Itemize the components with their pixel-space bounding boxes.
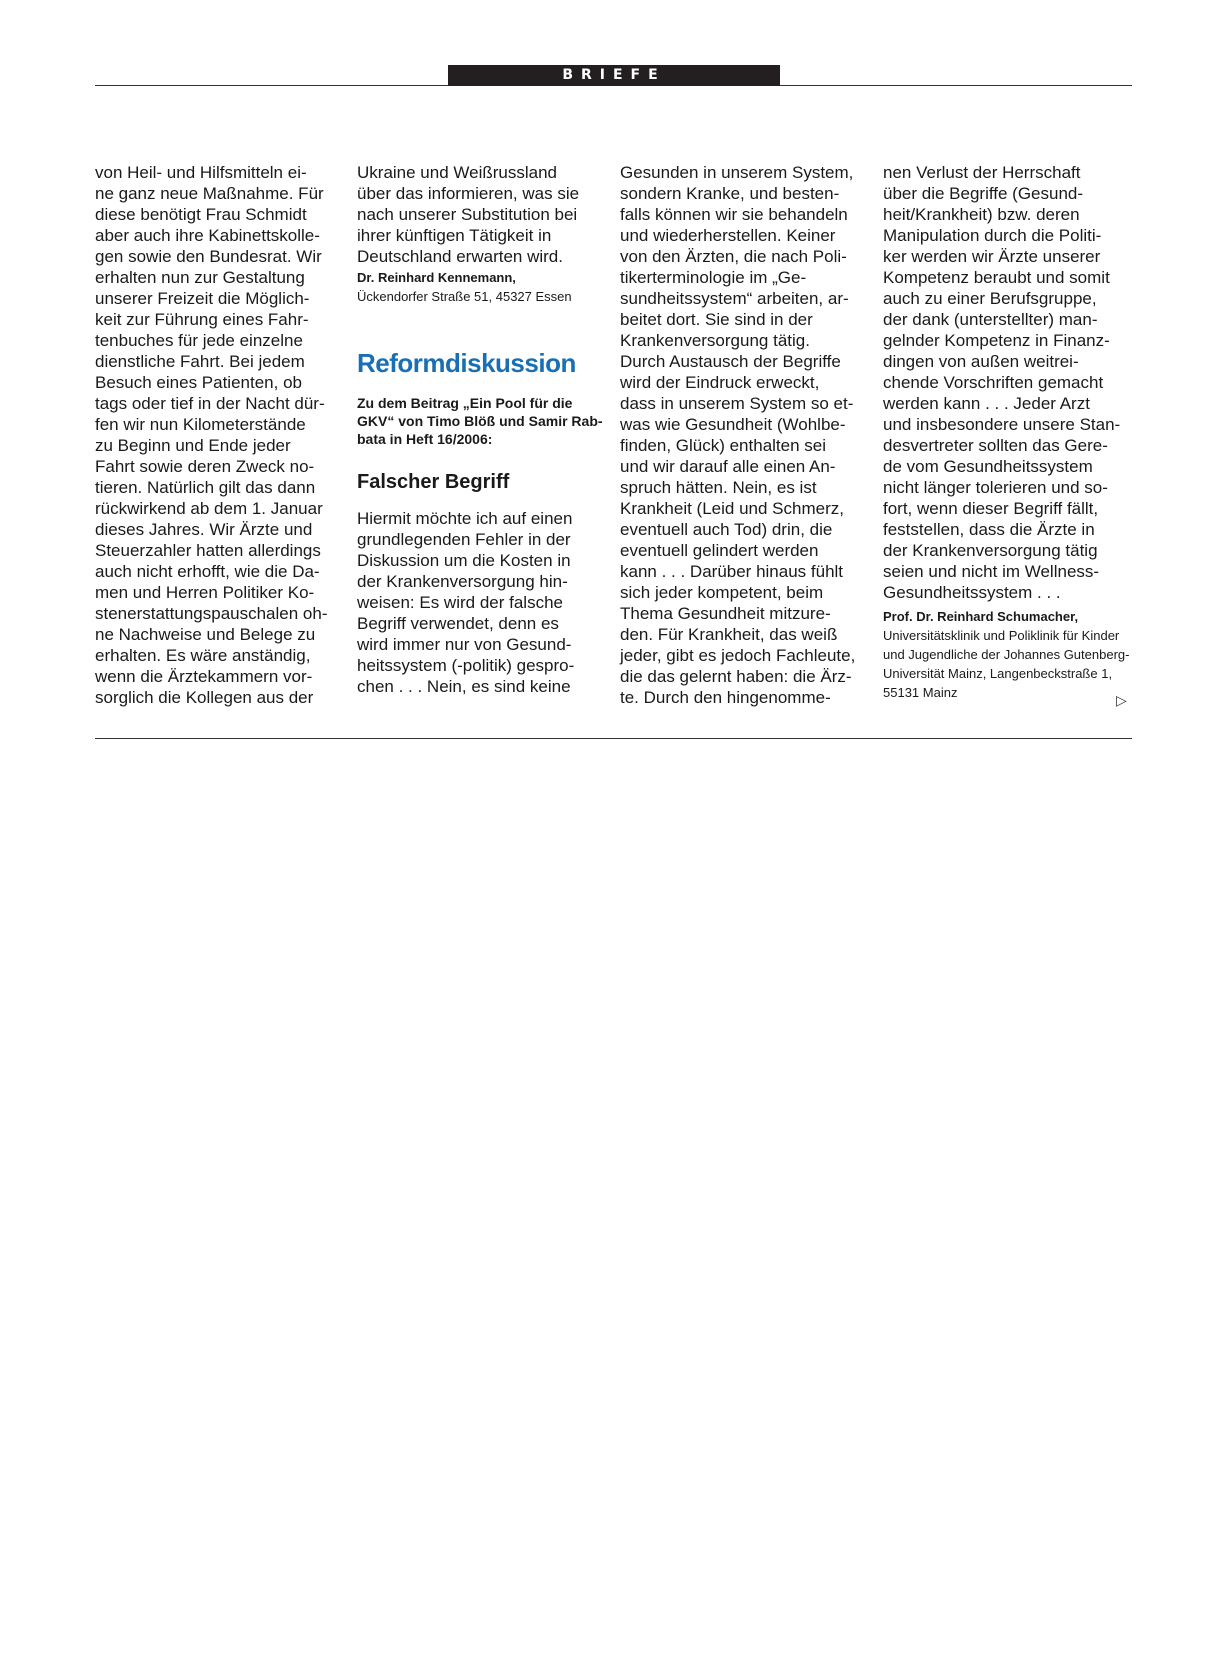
column-4 (883, 162, 1133, 702)
letter-title: Falscher Begriff (357, 471, 510, 493)
signature-name: Dr. Reinhard Kennemann, (357, 270, 516, 285)
section-title: Reformdiskussion (357, 348, 576, 378)
letter-body-text: Hiermit möchte ich auf einen grundlegenden Fehler in der Diskussion um die Kosten in der Krankenversorgung hin- weisen: Es wird der falsche Begriff verwendet, denn es wird immer nur von Gesund- heitssystem (-politik) gespro- chen . . . Nein, es sind keine (357, 509, 575, 696)
letter-end-text: Ukraine und Weißrussland über das informieren, was sie nach unserer Substitution bei ihrer künftigen Tätigkeit in Deutschland erwarten wird. (357, 163, 580, 266)
column-2 (357, 162, 605, 697)
section-banner: BRIEFE (448, 65, 780, 86)
column-1 (95, 162, 343, 708)
article-reference: Zu dem Beitrag „Ein Pool für die GKV“ von Timo Blöß und Samir Rab- bata in Heft 16/2006: (357, 395, 603, 447)
letter-continuation-text: von Heil- und Hilfsmitteln ei- ne ganz neue Maßnahme. Für diese benötigt Frau Schmidt aber auch ihre Kabinettskolle- gen sowie den Bundesrat. Wir erhalten nun zur Gestaltung unserer Freizeit die Möglich- keit zur Führung eines Fahr- tenbuches für jede einzelne dienstliche Fahrt. Bei jedem Besuch eines Patienten, ob tags oder tief in der Nacht dür- fen wir nun Kilometerstände zu Beginn und Ende jeder Fahrt sowie deren Zweck no- tieren. Natürlich gilt das dann rückwirkend ab dem 1. Januar dieses Jahres. Wir Ärzte und Steuerzahler hatten allerdings auch nicht erhofft, wie die Da- men und Herren Politiker Ko- stenerstattungspauschalen oh- ne Nachweise und Belege zu erhalten. Es wäre anständig, wenn die Ärztekammern vor- sorglich die Kollegen aus der (95, 163, 328, 707)
bottom-rule (95, 738, 1132, 739)
continue-arrow-icon: ▷ (1116, 692, 1127, 708)
column-3 (620, 162, 868, 708)
signature-address: Universitätsklinik und Poliklinik für Kinder und Jugendliche der Johannes Gutenberg- Universität Mainz, Langenbeckstraße 1, 55131 Mainz (883, 628, 1130, 700)
signature-address: Ückendorfer Straße 51, 45327 Essen (357, 289, 572, 304)
letter-body-text: nen Verlust der Herrschaft über die Begriffe (Gesund- heit/Krankheit) bzw. deren Manipulation durch die Politi- ker werden wir Ärzte unserer Kompetenz beraubt und somit auch zu einer Berufsgruppe, der dank (unterstellter) man- gelnder Kompetenz in Finanz- dingen von außen weitrei- chende Vorschriften gemacht werden kann . . . Jeder Arzt und insbesondere unsere Stan- desvertreter sollten das Gere- de vom Gesundheitssystem nicht länger tolerieren und so- fort, wenn dieser Begriff fällt, feststellen, dass die Ärzte in der Krankenversorgung tätig seien und nicht im Wellness- Gesundheitssystem . . . (883, 163, 1121, 602)
letter-body-text: Gesunden in unserem System, sondern Kranke, und besten- falls können wir sie behandeln und wiederherstellen. Keiner von den Ärzten, die nach Poli- tikerterminologie im „Ge- sundheitssystem“ arbeiten, ar- beitet dort. Sie sind in der Krankenversorgung tätig. Durch Austausch der Begriffe wird der Eindruck erweckt, dass in unserem System so et- was wie Gesundheit (Wohlbe- finden, Glück) enthalten sei und wir darauf alle einen An- spruch hätten. Nein, es ist Krankheit (Leid und Schmerz, eventuell auch Tod) drin, die eventuell gelindert werden kann . . . Darüber hinaus fühlt sich jeder kompetent, beim Thema Gesundheit mitzure- den. Für Krankheit, das weiß jeder, gibt es jedoch Fachleute, die das gelernt haben: die Ärz- te. Durch den hingenomme- (620, 163, 856, 707)
signature-name: Prof. Dr. Reinhard Schumacher, (883, 609, 1079, 624)
